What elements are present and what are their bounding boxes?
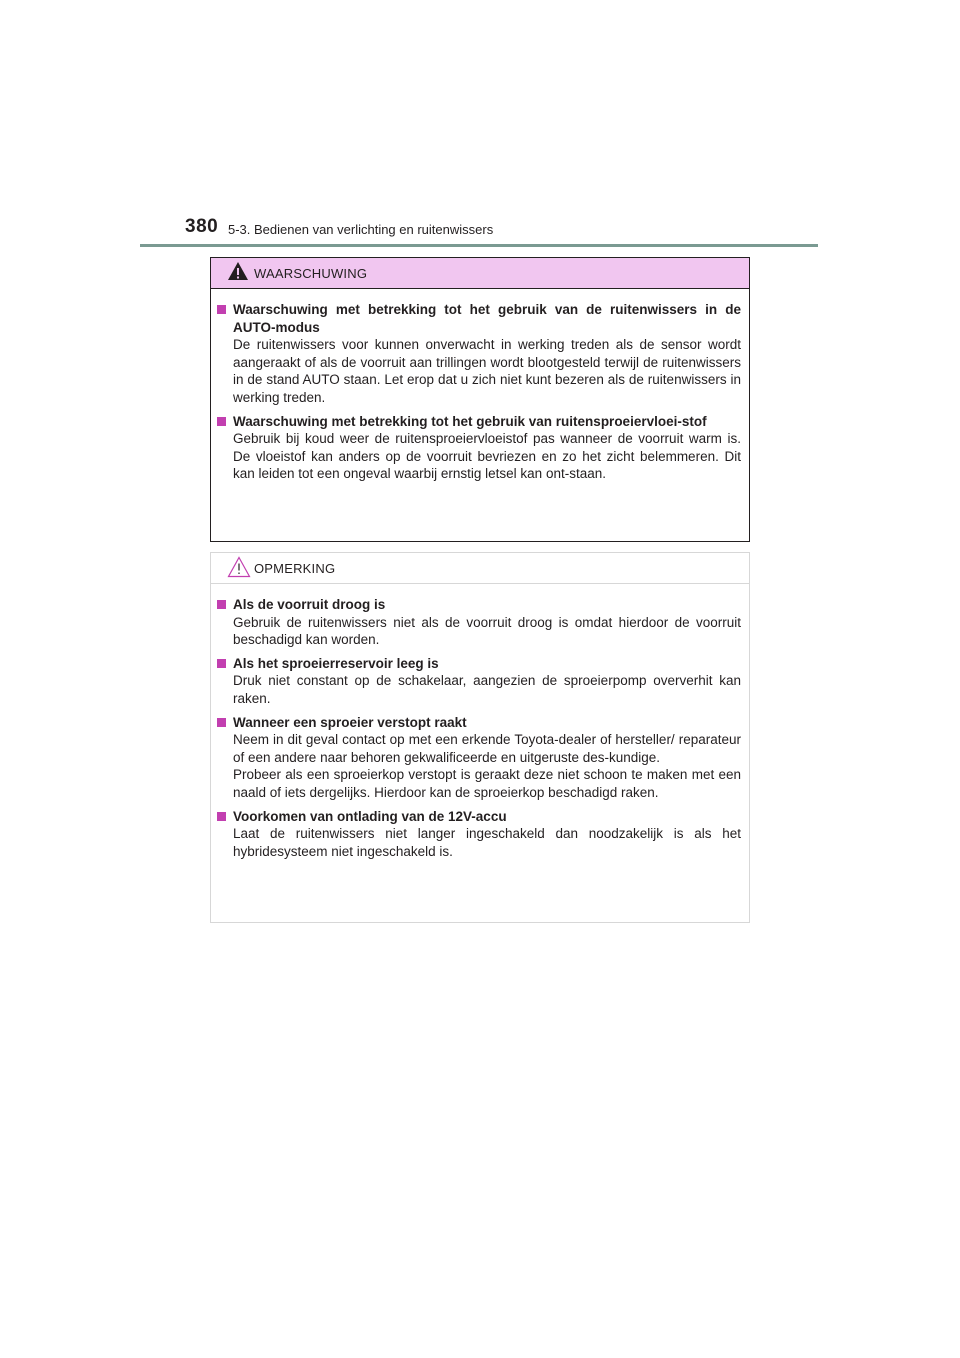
warning-item-text: De ruitenwissers voor kunnen onverwacht in werking treden als de sensor wordt aangeraakt of als de voorruit aan trillingen wordt blootgesteld terwijl de ruitenwissers in de stand AUTO staan. Let erop dat u zich niet kunt bezeren als de ruitenwissers in werking treden. — [233, 337, 741, 405]
note-item-text: Druk niet constant op de schakelaar, aangezien de sproeierpomp oververhit kan raken. — [233, 673, 741, 706]
note-header — [211, 553, 749, 584]
square-bullet-icon — [217, 718, 226, 727]
warning-item-text: Gebruik bij koud weer de ruitensproeiervloeistof pas wanneer de voorruit warm is. De vloeistof kan anders op de voorruit bevriezen en zo het zicht belemmeren. Dit kan leiden tot een ongeval waarbij ernstig letsel kan ont-staan. — [233, 431, 741, 482]
warning-item — [217, 301, 741, 407]
caution-triangle-outline-icon — [227, 556, 251, 583]
note-box — [210, 552, 750, 923]
warning-item — [217, 413, 741, 483]
note-item — [217, 596, 741, 649]
warning-item-title: Waarschuwing met betrekking tot het gebruik van ruitensproeiervloei-stof — [233, 413, 707, 429]
note-item — [217, 808, 741, 861]
note-label: OPMERKING — [254, 561, 336, 576]
note-item-title: Voorkomen van ontlading van de 12V-accu — [233, 808, 507, 824]
square-bullet-icon — [217, 417, 226, 426]
page-number: 380 — [185, 216, 219, 237]
note-item-text: Probeer als een sproeierkop verstopt is geraakt deze niet schoon te maken met een naald of iets dergelijks. Hierdoor kan de sproeierkop beschadigd raken. — [233, 767, 741, 800]
note-item-title: Als de voorruit droog is — [233, 597, 386, 612]
square-bullet-icon — [217, 659, 226, 668]
note-item — [217, 655, 741, 708]
note-item-text: Neem in dit geval contact op met een erkende Toyota-dealer of hersteller/ reparateur of een andere naar behoren gekwalificeerde en uitgeruste des-kundige. — [233, 732, 741, 765]
warning-label: WAARSCHUWING — [254, 266, 368, 281]
warning-header — [211, 258, 749, 289]
section-title: 5-3. Bedienen van verlichting en ruitenwissers — [228, 222, 494, 237]
square-bullet-icon — [217, 305, 226, 314]
note-item-title: Als het sproeierreservoir leeg is — [233, 655, 439, 671]
warning-box — [210, 257, 750, 542]
header-divider — [140, 244, 818, 247]
warning-triangle-icon — [227, 261, 249, 286]
square-bullet-icon — [217, 600, 226, 609]
note-item-title: Wanneer een sproeier verstopt raakt — [233, 714, 467, 730]
square-bullet-icon — [217, 812, 226, 821]
note-item — [217, 714, 741, 802]
note-item-text: Gebruik de ruitenwissers niet als de voorruit droog is omdat hierdoor de voorruit beschadigd kan worden. — [233, 614, 741, 648]
warning-item-title: Waarschuwing met betrekking tot het gebruik van de ruitenwissers in de AUTO-modus — [233, 302, 741, 335]
note-item-text: Laat de ruitenwissers niet langer ingeschakeld dan noodzakelijk is als het hybridesysteem niet ingeschakeld is. — [233, 826, 741, 859]
